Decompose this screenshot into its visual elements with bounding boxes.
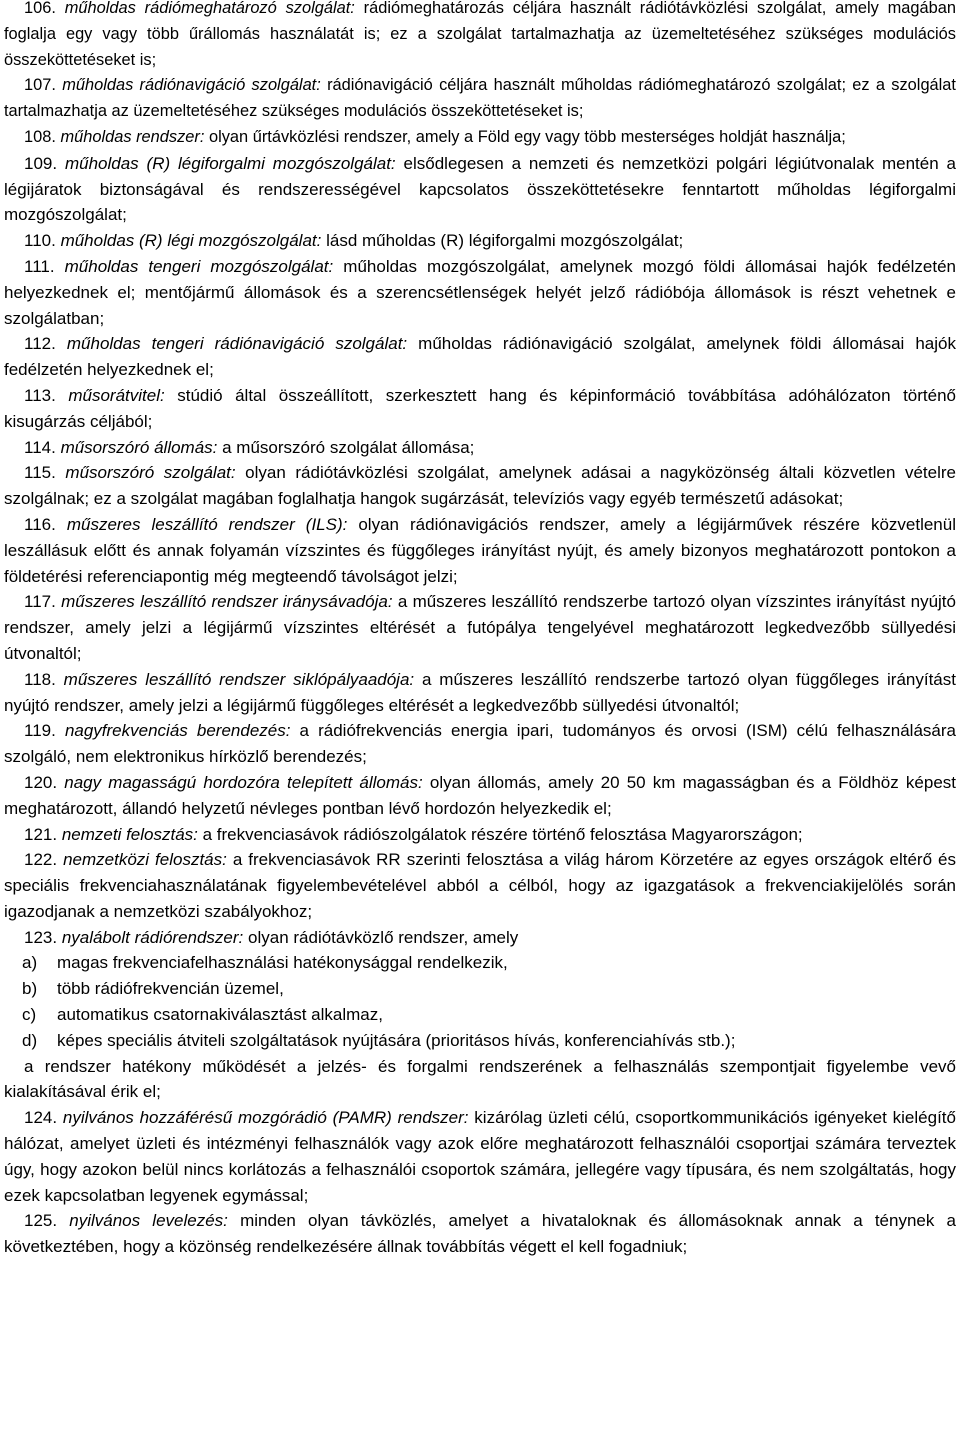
definition-text: a műszeres leszállító rendszerbe tartozó olyan vízszintes irányítást nyújtó rendszer, amely jelzi a légijármű vízszintes eltérését a futópálya tengelyével meghatározott legkedvezőbb süllyedési útvonaltól; <box>4 592 956 663</box>
entry-number: 109. <box>24 153 58 173</box>
defined-term: nemzeti felosztás: <box>61 824 198 844</box>
defined-term: műholdas tengeri rádiónavigáció szolgálat: <box>66 334 408 354</box>
definition-115 <box>4 460 956 512</box>
sublist-text: automatikus csatornakiválasztást alkalmaz, <box>57 1005 383 1025</box>
sublist-item-c <box>4 1002 956 1028</box>
sublist-letter: d) <box>22 1030 38 1050</box>
definition-110 <box>4 228 956 254</box>
definition-text: olyan rádiótávközlő rendszer, amely <box>243 927 519 947</box>
entry-number: 112. <box>24 334 56 354</box>
definition-text: a frekvenciasávok RR szerinti felosztása a világ három Körzetére az egyes országok eltérő és speciális frekvenciahasználatának figyelembevételével abból a célból, hogy az igazgatások a frekvenciakijelölés során igazodjanak a nemzetközi szabályokhoz; <box>4 850 956 921</box>
sublist-text: képes speciális átviteli szolgáltatások nyújtására (prioritásos hívás, konferenciahívás stb.); <box>57 1030 736 1050</box>
definition-text: stúdió által összeállított, szerkesztett hang és képinformáció továbbítása adóhálózaton történő kisugárzás céljából; <box>4 385 956 431</box>
definition-125 <box>4 1208 956 1260</box>
defined-term: nemzetközi felosztás: <box>63 850 227 870</box>
defined-term: nyalábolt rádiórendszer: <box>61 927 244 947</box>
definition-116 <box>4 512 956 589</box>
entry-number: 110. <box>24 231 56 251</box>
defined-term: nyilvános levelezés: <box>69 1211 228 1231</box>
entry-number: 106. <box>24 0 56 17</box>
sublist-item-d <box>4 1028 956 1054</box>
definition-122 <box>4 847 956 924</box>
definition-113 <box>4 383 956 435</box>
entry-number: 116. <box>24 514 56 534</box>
definition-112 <box>4 331 956 383</box>
defined-term: műszeres leszállító rendszer iránysávadója: <box>61 592 393 612</box>
definition-text: műholdas rádiónavigáció szolgálat, amelynek földi állomásai hajók fedélzetén helyezkednek el; <box>4 334 956 380</box>
definition-text: a műszeres leszállító rendszerbe tartozó olyan függőleges irányítást nyújtó rendszer, amely jelzi a légijármű függőleges eltérését a legkedvezőbb süllyedési útvonaltól; <box>4 669 956 715</box>
defined-term: műszeres leszállító rendszer (ILS): <box>66 514 348 534</box>
sublist-letter: b) <box>22 979 38 999</box>
definition-text: kizárólag üzleti célú, csoportkommunikációs igényeket kielégítő hálózat, amelyet üzleti és intézményi felhasználók vagy azok előre meghatározott felhasználói csoportjai számára terveztek úgy, hogy azokon belül nincs korlátozás a felhasználói csoportok számára, jellegére vagy típusára, és nem szolgáltatás, hogy ezek kapcsolatban legyenek egymással; <box>4 1108 956 1205</box>
entry-number: 124. <box>24 1108 58 1128</box>
defined-term: műholdas rádiómeghatározó szolgálat: <box>64 0 355 17</box>
definition-text: elsődlegesen a nemzeti és nemzetközi polgári légiútvonalak mentén a légijáratok biztonságával és rendszerességével kapcsolatos összeköttetésekre fenntartott műholdas légiforgalmi mozgószolgálat; <box>4 153 956 225</box>
entry-number: 114. <box>24 437 56 457</box>
definition-109 <box>4 151 956 228</box>
entry-number: 121. <box>24 824 58 844</box>
definition-text: rádiómeghatározás céljára használt rádiótávközlési szolgálat, amely magában foglalja egy vagy több űrállomás használatát is; ez a szolgálat tartalmazhatja az üzemeltetéséhez szükséges modulációs összeköttetéseket is; <box>4 0 956 69</box>
definition-text: a frekvenciasávok rádiószolgálatok részére történő felosztása Magyarországon; <box>197 824 803 844</box>
entry-number: 117. <box>24 592 56 612</box>
sublist-letter: a) <box>22 953 38 973</box>
entry-number: 107. <box>24 76 56 95</box>
defined-term: műholdas tengeri mozgószolgálat: <box>64 256 334 276</box>
definition-text: a rádiófrekvenciás energia ipari, tudományos és orvosi (ISM) célú felhasználására szolgáló, nem elektronikus hírközlő berendezés; <box>4 721 956 767</box>
entry-number: 118. <box>24 669 56 689</box>
defined-term: nagyfrekvenciás berendezés: <box>64 721 291 741</box>
entry-number: 115. <box>24 463 56 483</box>
defined-term: nagy magasságú hordozóra telepített állomás: <box>64 772 423 792</box>
definition-108 <box>4 125 956 151</box>
entry-number: 123. <box>24 927 58 947</box>
definition-text: lásd műholdas (R) légiforgalmi mozgószolgálat; <box>321 231 684 251</box>
definition-120 <box>4 770 956 822</box>
definition-123-continuation: a rendszer hatékony működését a jelzés- és forgalmi rendszerének a felhasználás szempontjait figyelembe vevő kialakításával érik el; <box>4 1056 956 1102</box>
entry-number: 120. <box>24 772 58 792</box>
definition-118 <box>4 667 956 719</box>
definition-107 <box>4 73 956 125</box>
definition-106 <box>4 0 956 73</box>
entry-number: 108. <box>24 127 56 146</box>
defined-term: műholdas rádiónavigáció szolgálat: <box>62 76 321 95</box>
definition-text: a műsorszóró szolgálat állomása; <box>217 437 475 457</box>
definition-117 <box>4 589 956 666</box>
sublist-letter: c) <box>22 1005 37 1025</box>
defined-term: nyilvános hozzáférésű mozgórádió (PAMR) rendszer: <box>62 1108 469 1128</box>
defined-term: műszeres leszállító rendszer siklópályaadója: <box>63 669 415 689</box>
definition-text: minden olyan távközlés, amelyet a hivataloknak és állomásoknak annak a ténynek a következtében, hogy a közönség rendelkezésére állnak továbbítás végett el kell fogadniuk; <box>4 1211 956 1257</box>
entry-number: 122. <box>24 850 58 870</box>
definition-121 <box>4 822 956 848</box>
entry-number: 111. <box>24 256 55 276</box>
definition-114 <box>4 435 956 461</box>
sublist-item-a <box>4 950 956 976</box>
defined-term: műsorszóró szolgálat: <box>65 463 236 483</box>
sublist-item-b <box>4 976 956 1002</box>
definition-text: olyan állomás, amely 20 50 km magasságban és a Földhöz képest meghatározott, állandó helyzetű névleges pontban lévő hordozón helyezkedik el; <box>4 772 956 818</box>
entry-number: 113. <box>24 385 56 405</box>
defined-term: műholdas rendszer: <box>60 127 205 146</box>
sublist-text: magas frekvenciafelhasználási hatékonysággal rendelkezik, <box>57 953 508 973</box>
defined-term: műholdas (R) légi mozgószolgálat: <box>60 231 322 251</box>
definition-124 <box>4 1105 956 1208</box>
entry-number: 119. <box>24 721 56 741</box>
definition-123 <box>4 925 956 951</box>
entry-number: 125. <box>24 1211 58 1231</box>
definition-111 <box>4 254 956 331</box>
definition-text: rádiónavigáció céljára használt műholdas rádiómeghatározó szolgálat; ez a szolgálat tartalmazhatja az üzemeltetéséhez szükséges modulációs összeköttetéseket is; <box>4 76 956 121</box>
definition-text: olyan rádiótávközlési szolgálat, amelynek adásai a nagyközönség általi közvetlen vételre szolgálnak; ez a szolgálat magában foglalhatja hangok sugárzását, televíziós vagy egyéb természetű adásokat; <box>4 463 956 509</box>
defined-term: műsorszóró állomás: <box>60 437 218 457</box>
sublist-text: több rádiófrekvencián üzemel, <box>57 979 284 999</box>
definition-119 <box>4 718 956 770</box>
defined-term: műsorátvitel: <box>68 385 165 405</box>
definition-text: műholdas mozgószolgálat, amelynek mozgó földi állomásai hajók fedélzetén helyezkednek el; mentőjármű állomások és a szerencsétlenségek helyét jelző rádióbója állomások is részt vehetnek e szolgálatban; <box>4 256 956 328</box>
defined-term: műholdas (R) légiforgalmi mozgószolgálat: <box>64 153 396 173</box>
definition-text: olyan űrtávközlési rendszer, amely a Föld egy vagy több mesterséges holdját használja; <box>204 127 846 146</box>
definition-text: olyan rádiónavigációs rendszer, amely a légijárművek részére közvetlenül leszállásuk előtt és annak folyamán vízszintes és függőleges irányítást nyújt, és amely bizonyos meghatározott pontokon a földetérési referenciapontig még megteendő távolságot jelzi; <box>4 514 956 586</box>
